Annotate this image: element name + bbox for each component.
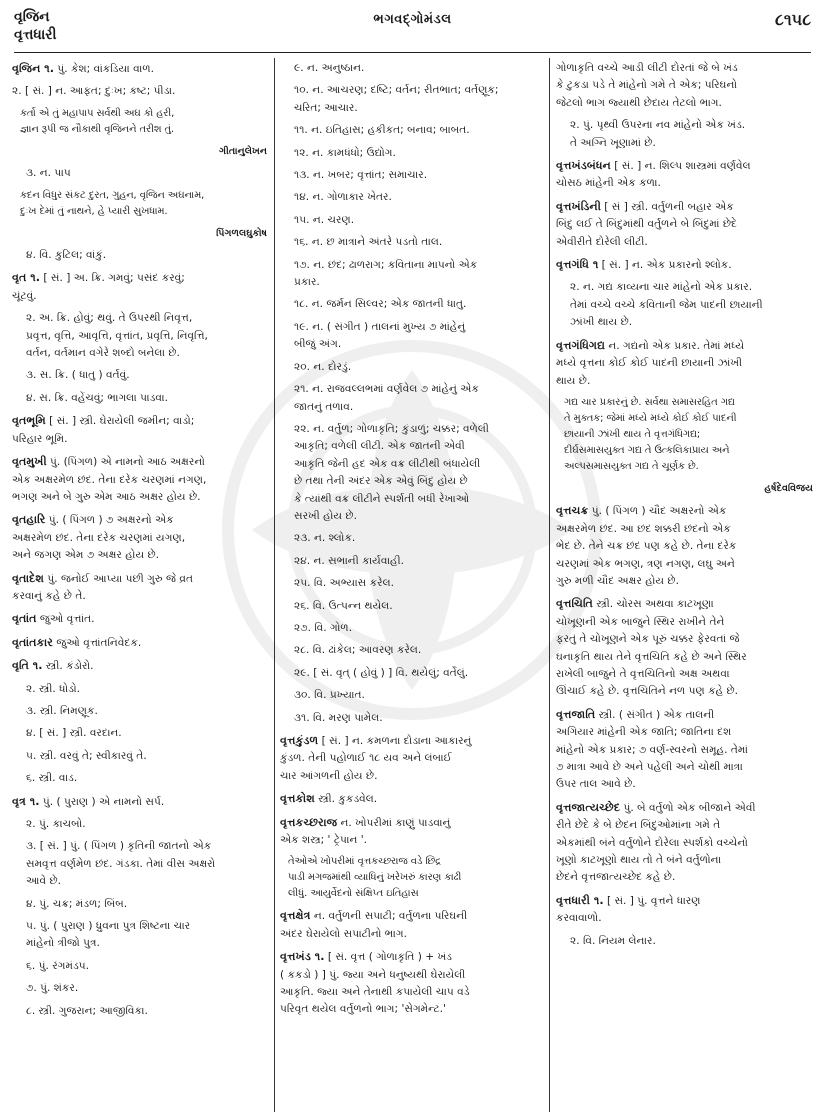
dictionary-entry: [12, 511, 269, 564]
entry-line: રાખેલી બાજુને તે વૃત્તચિતિનો અક્ષ અથવા: [556, 667, 730, 680]
entry-line: વૃજિન ૧. પું. કેશ; વાંકડિયા વાળ.: [12, 62, 154, 75]
entry-line: દુઃખ દેમાં તું નાથને, હે પ્યારી સુખધામ.: [20, 205, 168, 217]
entry-line: ચરિત; આચાર.: [294, 101, 358, 114]
dictionary-entry: [280, 359, 543, 376]
entry-line: ૨૪. ન. સભાની કાર્યવાહી.: [294, 554, 404, 567]
entry-line: ૨. [ સં. ] ન. આફત; દુઃખ; કષ્ટ; પીડા.: [12, 85, 176, 98]
dictionary-entry: [12, 634, 269, 652]
entry-line: ૧૮. ન. જર્મન સિલ્વર; એક જાતની ધાતુ.: [294, 298, 467, 311]
entry-line: ૨. અ. ક્રિ. હોવું; થવું. તે ઉપરથી નિવૃત્ત,: [26, 312, 193, 325]
entry-line: ચાર આંગળની હોય છે.: [280, 769, 378, 782]
dictionary-entry: [280, 948, 543, 1019]
entry-line: છેદને વૃત્તજાત્યચ્છેદ કહે છે.: [556, 871, 676, 884]
headword: વૃત્તખંડિની: [556, 199, 601, 213]
dictionary-entry: [12, 83, 269, 100]
dictionary-entry: [280, 319, 543, 354]
dictionary-entry: [12, 165, 269, 182]
entry-line: વૃત્તકચ્છરાજ ન. ખોપરીમાં કાણું પાડવાનું: [280, 815, 451, 829]
dictionary-entry: [280, 575, 543, 592]
dictionary-entry: [12, 838, 269, 890]
dictionary-entry: [280, 732, 543, 785]
dictionary-entry: [12, 793, 269, 811]
dictionary-entry: [280, 234, 543, 251]
entry-line: વૃતભૂમિ [ સં. ] સ્ત્રી. ઘેરાયેલી જમીન; વાડો;: [12, 414, 195, 428]
entry-line: ૪. સ. ક્રિ. વહેંચવું; ભાગલા પાડવા.: [26, 391, 168, 404]
entry-line: વૃત્તકોશ સ્ત્રી. કુકડવેલ.: [280, 792, 378, 806]
entry-line: સરખી હોય છે.: [294, 509, 357, 522]
entry-line: ૭. પું. શંકર.: [26, 982, 79, 995]
entry-line: અક્ષરમેળ છંદ. તેના દરેક ચરણમાં યગણ,: [12, 531, 186, 544]
entry-line: તે અગ્નિ ખૂણામાં છે.: [570, 136, 656, 149]
entry-line: વૃત્તચક્ર પું. ( પિંગળ ) ચૌદ અક્ષરનો એક: [556, 504, 727, 518]
page-number: ૮૧૫૮: [775, 10, 811, 29]
entry-line: વૃત ૧. [ સં. ] અ. ક્રિ. ગમવું; પસંદ કરવું;: [12, 271, 185, 285]
entry-line: અગિયાર માંહેની એક જાતિ; જાતિના દશ: [556, 726, 732, 739]
entry-line: અંદર ઘેરાયેલો સપાટીનો ભાગ.: [280, 927, 407, 940]
entry-line: વૃત્તકુંડળ [ સં. ] ન. કમળના દોડાના આકારનું: [280, 734, 472, 747]
dictionary-entry: [556, 198, 815, 251]
entry-line: ૨૧. ન. રાજવલ્લભમાં વર્ણવેલ ૭ માંહેનું એક: [294, 383, 479, 396]
entry-line: ૫. પું. ( પુરાણ ) ધ્રુવના પુત્ર શિષ્ટના ચાર: [26, 920, 191, 933]
headword: વૃત્તગંધિગદ્ય: [556, 338, 606, 352]
quotation: [12, 106, 269, 138]
headword: વૃત ૧.: [12, 271, 41, 285]
dictionary-entry: [280, 553, 543, 570]
entry-line: એકમાંથી બંને વર્તુળોને દોરેલા સ્પર્શકો વચ્ચેનો: [556, 836, 748, 849]
entry-line: આવે છે.: [26, 875, 61, 888]
headword: વૃત્તચિતિ: [556, 597, 593, 611]
entry-line: ૩૧. વિ. મરણ પામેલ.: [294, 711, 383, 724]
entry-line: ૪. વિ. કુટિલ; વાંકું.: [26, 249, 107, 262]
dictionary-entry: [556, 157, 815, 193]
dictionary-entry: [280, 82, 543, 117]
entry-line: વર્તન, વર્તમાન વગેરે શબ્દો બનેલા છે.: [26, 347, 180, 360]
dictionary-entry: [280, 530, 543, 547]
entry-line: ૩૦. વિ. પ્રખ્યાત.: [294, 689, 365, 702]
dictionary-entry: [280, 642, 543, 659]
dictionary-entry: [12, 770, 269, 787]
entry-line: ૧૨. ન. કામધંધો; ઉદ્યોગ.: [294, 146, 396, 159]
entry-line: આકૃતિ. જ્યા અને તેનાથી કપાયેલી ચાપ વડે: [280, 986, 470, 999]
entry-line: ઘનાકૃતિ થાય તેને વૃત્તચિતિ કહે છે અને સ્થિર: [556, 650, 747, 663]
dictionary-entry: [12, 412, 269, 448]
headword: વૃજિન ૧.: [12, 62, 55, 75]
quotation: [556, 395, 815, 475]
dictionary-entry: [12, 367, 269, 384]
entry-line: માંહેનો એક પ્રકાર; ૭ વર્ણ-સ્વરનો સમૂહ. તેમાં: [556, 743, 748, 756]
entry-line: આકૃતિ; વળેલી લીટી. એક જાતની એવી: [294, 440, 465, 453]
citation-source: [12, 143, 269, 160]
dictionary-entry: [12, 748, 269, 765]
dictionary-entry: [12, 816, 269, 833]
headword: વૃત્તકચ્છરાજ: [280, 815, 338, 829]
entry-line: બિંદુ લઈ તે બિંદુમાંથી વર્તુળને બે બિંદુમાં છેદે: [556, 218, 737, 231]
entry-line: કુંડળ. તેની પહોળાઈ ૧૮ યવ અને લંબાઈ: [280, 752, 452, 765]
citation-source: [12, 225, 269, 242]
entry-line: જેટલો ભાગ જ્યાથી છેદાય તેટલો ભાગ.: [556, 96, 722, 109]
entry-line: વૃત્તખંડિની [ સં ] સ્ત્રી. વર્તુળની બહાર એક: [556, 199, 734, 213]
dictionary-entry: [280, 145, 543, 162]
entry-line: વૃત્તગંધિ ૧ [ સં. ] ન. એક પ્રકારનો શ્લોક.: [556, 258, 732, 272]
dictionary-entry: [280, 122, 543, 139]
dictionary-entry: [12, 725, 269, 742]
entry-line: છે તથા તેની અંદર એક એવું બિંદુ હોય છે: [294, 475, 468, 488]
entry-line: અક્ષરમેળ છંદ. આ છંદ શક્કરી છંદનો એક: [556, 522, 731, 535]
entry-line: અને જગણ એમ ૭ અક્ષર હોય છે.: [12, 549, 160, 562]
entry-line: ૨૫. વિ. અભ્યાસ કરેલ.: [294, 577, 394, 590]
entry-line: ૨૮. વિ. ઢાંકેલ; આવરણ કરેલ.: [294, 644, 422, 657]
dictionary-entry: [556, 279, 815, 331]
entry-line: ચોસઠ માંહેની એક કળા.: [556, 177, 661, 190]
dictionary-entry: [12, 570, 269, 606]
entry-line: પ્રવૃત્ત, વૃત્તિ, આવૃત્તિ, વૃત્તાંત, પ્રવૃત્તિ, નિવૃત્તિ,: [26, 329, 208, 342]
headword: વૃત્તજાત્યચ્છેદ: [556, 800, 621, 814]
guide-word-first: વૃજિન: [14, 9, 50, 25]
entry-line: ૧૦. ન. આચરણ; દષ્ટિ; વર્તન; રીતભાત; વર્તણૂક;: [294, 84, 499, 97]
entry-line: વૃતાદેશ પું. જનોઈ આપ્યા પછી ગુરુ જે વ્રત: [12, 571, 193, 585]
entry-line: ૨. પું. કાચબો.: [26, 818, 86, 830]
entry-line: ઉપર તાલ આવે છે.: [556, 778, 636, 791]
entry-line: ઝાંખી થાય છે.: [570, 316, 633, 329]
entry-line: પિંગળલઘુકોષ: [216, 227, 267, 239]
entry-line: જાતનું તળાવ.: [294, 400, 354, 413]
header-rule: [14, 52, 811, 53]
dictionary-entry: [280, 665, 543, 682]
entry-line: વૃતાંત જુઓ વૃત્તાંત.: [12, 612, 95, 626]
guide-word-last: વૃત્તધારી: [14, 27, 57, 43]
entry-line: ૨. સ્ત્રી. ધોડો.: [26, 682, 80, 695]
dictionary-entry: [556, 256, 815, 274]
dictionary-entry: [556, 799, 815, 887]
entry-line: છાયાની ઝાંખી થાય તે વૃત્તગંધિગદ્ય;: [564, 428, 701, 440]
entry-line: રીતે છેદે કે બે છેદન બિંદુઓમાંના ગમે તે: [556, 819, 721, 832]
entry-line: ૨૩. ન. શ્લોક.: [294, 532, 356, 545]
entry-line: લીધું. આયુર્વેદનો સંક્ષિપ્ત ઇતિહાસ: [288, 888, 419, 900]
headword: વૃતહારિ: [12, 513, 46, 527]
entry-line: ભેદ છે. તેને ચક્ર છંદ પણ કહે છે. તેના દરેક: [556, 540, 737, 553]
entry-line: અલ્પસમાસયુક્ત ગદ્ય તે ચૂર્ણક છે.: [564, 460, 699, 472]
entry-line: તેમાં વચ્ચે વચ્ચે કવિતાની જેમ પાદની છાયાની: [570, 298, 763, 311]
entry-line: ૧૭. ન. છંદ; ઢાળરાગ; કવિતાના માપનો એક: [294, 258, 478, 271]
column-2: [280, 60, 543, 1112]
dictionary-entry: [556, 706, 815, 794]
dictionary-entry: [12, 310, 269, 362]
dictionary-entry: [280, 381, 543, 416]
entry-line: વૃત્તજાતિ સ્ત્રી. ( સંગીત ) એક તાલની: [556, 707, 715, 721]
dictionary-entry: [12, 247, 269, 264]
headword: વૃત્તક્ષેત્ર: [280, 909, 311, 923]
dictionary-entry: [280, 687, 543, 704]
entry-line: કરવાનું કહે છે તે.: [12, 589, 86, 602]
entry-line: ૬. સ્ત્રી. વાડ.: [26, 772, 78, 785]
dictionary-entry: [280, 421, 543, 525]
dictionary-entry: [12, 1003, 269, 1020]
entry-line: ગુરુ મળી ચૌદ અક્ષર હોય છે.: [556, 574, 679, 587]
entry-line: કર્તા એ તું મહાપાપ સર્વથી અઘ કો હરી,: [20, 107, 175, 119]
entry-line: ૨૦. ન. દોરડું.: [294, 360, 352, 373]
quotation: [12, 188, 269, 220]
headword: વૃત્તધારી ૧.: [556, 893, 604, 907]
entry-line: વૃતિ ૧. સ્ત્રી. કંડોરો.: [12, 659, 94, 673]
dictionary-entry: [280, 598, 543, 615]
entry-line: વૃતમુખી પું. (પિંગળ) એ નામનો આઠ અક્ષરનો: [12, 455, 205, 469]
headword: વૃત્તચક્ર: [556, 504, 589, 518]
entry-line: પરિવૃત થયેલ વર્તુળનો ભાગ; 'સેગમેન્ટ.': [280, 1003, 446, 1016]
entry-line: ૧૫. ન. ચરણ.: [294, 213, 355, 226]
dictionary-entry: [280, 790, 543, 808]
dictionary-entry: [280, 257, 543, 292]
entry-line: ૯. ન. અનુષ્ઠાન.: [294, 62, 365, 74]
entry-line: ગોળાકૃતિ વચ્ચે આડી લીટી દોરતાં જે બે ખંડ: [556, 62, 738, 74]
entry-line: ૨. ન. ગદ્ય કાવ્યના ચાર માંહેનો એક પ્રકાર.: [570, 281, 753, 294]
dictionary-entry: [12, 980, 269, 997]
dictionary-entry: [12, 681, 269, 698]
entry-line: માંહેનો ત્રીજો પુત્ર.: [26, 937, 100, 950]
headword: વૃતાંત: [12, 612, 37, 626]
entry-line: ૧૬. ન. છ માત્રાને અંતરે પડતો તાલ.: [294, 236, 443, 249]
entry-line: ખૂણો કાટખૂણો થાય તો તે બંને વર્તુળોના: [556, 854, 722, 867]
entry-line: તે મુક્તક; જેમાં મધ્યે મધ્યે કોઈ કોઈ પાદની: [564, 412, 737, 424]
dictionary-entry: [12, 703, 269, 720]
headword: વૃતાદેશ: [12, 571, 45, 585]
entry-line: ચરણમાં એક ભગણ, ત્રણ નગણ, લઘુ અને: [556, 557, 735, 570]
entry-line: કે ત્યાંથી વક્ર લીટીને સ્પર્શતી બધી રેખાઓ: [294, 492, 470, 505]
quotation: [280, 854, 543, 902]
headword: વૃતમુખી: [12, 455, 47, 469]
dictionary-entry: [12, 453, 269, 506]
entry-line: ૧૯. ન. ( સંગીત ) તાલનાં મુખ્ય ૭ માંહેનું: [294, 320, 466, 333]
entry-line: એક અક્ષરમેળ છંદ. તેના દરેક ચરણમાં નગણ,: [12, 473, 207, 486]
dictionary-entry: [280, 710, 543, 727]
entry-line: ૨૨. ન. વર્તુળ; ગોળાકૃતિ; કુંડાળું; ચક્કર; વળેલી: [294, 422, 489, 435]
entry-line: કે ટુકડા પડે તે માંહેનો ગમે તે એક; પરિઘનો: [556, 79, 738, 92]
dictionary-entry: [12, 657, 269, 675]
column-divider: [274, 58, 275, 1112]
entry-line: તેઓએ ખોપરીમાં વૃત્તકચ્છરાજ વડે છિદ્ર: [288, 856, 441, 868]
entry-line: ( કકડો ) ] પું. જ્યા અને ધનુષ્યથી ઘેરાયેલી: [280, 968, 466, 981]
dictionary-entry: [12, 958, 269, 975]
entry-line: ૬. પું. રંગમંડપ.: [26, 959, 90, 972]
entry-line: ૭ માત્રા આવે છે અને પહેલી અને ચોથી માત્રા: [556, 761, 743, 773]
entry-line: ૮. સ્ત્રી. ગુજરાન; આજીવિકા.: [26, 1004, 148, 1017]
entry-line: થાય છે.: [556, 374, 591, 387]
entry-line: ૩. [ સં. ] પું. ( પિંગળ ) કૃતિની જાતનો એક: [26, 840, 212, 853]
headword: વૃતાંતકાર: [12, 635, 53, 649]
dictionary-entry: [556, 502, 815, 590]
entry-line: આકૃતિ જેની હદ એક વક્ર લીટીથી બંધાયેલી: [294, 457, 481, 470]
dictionary-entry: [12, 390, 269, 407]
dictionary-entry: [12, 60, 269, 78]
dictionary-entry: [280, 212, 543, 229]
entry-line: એવીરીતે દોરેલી લીટી.: [556, 235, 648, 248]
entry-line: ૫. સ્ત્રી. વરવું તે; સ્વીકારવું તે.: [26, 749, 147, 762]
entry-line: મધ્યે વૃત્તના કોઈ કોઈ પાદની છાયાની ઝાંખી: [556, 357, 743, 370]
entry-line: ૪. પું. ચક્ર; મંડળ; બિંબ.: [26, 897, 128, 910]
dictionary-entry: [280, 167, 543, 184]
dictionary-entry: [12, 269, 269, 305]
headword: વૃતિ ૧.: [12, 659, 43, 673]
dictionary-entry: [280, 620, 543, 637]
dictionary-entry: [556, 60, 815, 112]
entry-line: ભગણ અને બે ગુરુ એમ આઠ અક્ષર હોય છે.: [12, 490, 201, 503]
entry-line: વૃત્તજાત્યચ્છેદ પું. બે વર્તુળો એક બીજાને એવી: [556, 800, 756, 814]
entry-line: વૃત્તચિતિ સ્ત્રી. ચોરસ અથવા કાટખૂણા: [556, 597, 714, 611]
entry-line: ૨. વિ. નિયમ લેનાર.: [570, 934, 656, 947]
entry-line: પરિહાર ભૂમિ.: [12, 432, 68, 445]
entry-line: પાડી મગજમાંથી વ્યાધિનું ખરેખરું કારણ કાઢી: [288, 872, 462, 884]
entry-line: ૩. ન. પાપ: [26, 167, 71, 180]
entry-line: ઊંચાઈ કહે છે. વૃત્તચિતિને નળ પણ કહે છે.: [556, 685, 739, 698]
page-header: [14, 8, 811, 48]
dictionary-entry: [280, 189, 543, 206]
column-1: [12, 60, 269, 1112]
entry-line: ૧૩. ન. ખબર; વૃત્તાંત; સમાચાર.: [294, 169, 428, 182]
entry-line: વૃત્ર ૧. પું. ( પુરાણ ) એ નામનો સર્પ.: [12, 794, 165, 808]
book-title: ભગવદ્ગોમંડલ: [373, 12, 452, 27]
entry-line: ૩. સ્ત્રી. નિમણૂક.: [26, 704, 98, 717]
entry-line: વૃત્તક્ષેત્ર ન. વર્તુળની સપાટી; વર્તુળના પરિઘની: [280, 909, 468, 923]
entry-line: ચૂંટવું.: [12, 289, 37, 302]
headword: વૃત્તખંડ ૧.: [280, 950, 325, 964]
dictionary-entry: [556, 117, 815, 152]
column-3: [556, 60, 815, 1112]
entry-line: કદન વિધુર સંકટ દુરત, ગુહન, વૃજિન અઘનામ,: [20, 189, 205, 201]
entry-line: ૧૪. ન. ગોળાકાર ખેતર.: [294, 191, 392, 204]
dictionary-entry: [556, 892, 815, 928]
entry-line: વૃત્તધારી ૧. [ સં. ] પું. વૃત્તને ધારણ: [556, 893, 701, 907]
entry-line: ૩. સ. ક્રિ. ( ધાતુ ) વર્તવું.: [26, 369, 130, 382]
dictionary-entry: [280, 296, 543, 313]
headword: વૃત્તકોશ: [280, 792, 315, 806]
citation-source: [556, 480, 815, 497]
entry-line: વૃત્તખંડ ૧. [ સં. વૃત્ત ( ગોળાકૃતિ ) + ખંડ: [280, 950, 453, 964]
entry-line: ચોખૂણની એક બાજુને સ્થિર રાખીને તેને: [556, 615, 725, 628]
dictionary-entry: [556, 595, 815, 700]
entry-line: વૃત્તગંધિગદ્ય ન. ગદ્યનો એક પ્રકાર. તેમાં મધ્યે: [556, 338, 745, 352]
entry-line: પ્રકાર.: [294, 276, 320, 289]
entry-line: ગીતાનુલેખન: [219, 145, 267, 157]
column-divider: [549, 58, 550, 1112]
entry-line: એક શસ્ત્ર; ' ટ્રેપાન '.: [280, 834, 368, 847]
headword: વૃત્ર ૧.: [12, 794, 40, 808]
headword: વૃત્તગંધિ ૧: [556, 258, 599, 272]
entry-line: વૃત્તખંડબંધન [ સં. ] ન. શિલ્પ શાસ્ત્રમાં વર્ણવેલ: [556, 159, 751, 173]
entry-line: ૨૭. વિ. ગોળ.: [294, 621, 353, 634]
dictionary-entry: [280, 814, 543, 850]
dictionary-entry: [280, 60, 543, 77]
headword: વૃતભૂમિ: [12, 414, 46, 428]
entry-line: વૃતાંતકાર જુઓ વૃત્તાંતનિવેદક.: [12, 635, 142, 649]
dictionary-entry: [12, 610, 269, 628]
dictionary-entry: [556, 337, 815, 390]
headword: વૃત્તકુંડળ: [280, 734, 319, 747]
entry-line: ૧૧. ન. ઇતિહાસ; હકીકત; બનાવ; બાબત.: [294, 124, 470, 137]
entry-line: ૨૬. વિ. ઉત્પન્ન થયેલ.: [294, 599, 393, 612]
entry-line: સમવૃત્ત વર્ણમેળ છંદ. ગંડકા. તેમાં વીસ અક્ષરો: [26, 857, 216, 870]
entry-line: ૪. [ સં. ] સ્ત્રી. વરદાન.: [26, 727, 122, 740]
entry-line: દીર્ઘસમાસયુક્ત ગદ્ય તે ઉત્કલિકાપ્રાય અને: [564, 444, 730, 456]
entry-line: જ્ઞાન રૂપી જ નૌકાથી વૃજિનને તરીશ તું.: [20, 123, 175, 135]
entry-line: બીજું અંગ.: [294, 338, 342, 351]
entry-line: ૨૯. [ સં. વૃત્ ( હોવું ) ] વિ. થયેલું; વર્તેલું.: [294, 666, 469, 679]
dictionary-entry: [12, 896, 269, 913]
entry-line: કરવાવાળો.: [556, 912, 602, 925]
dictionary-entry: [556, 933, 815, 950]
entry-line: ૨. પું. પૃથ્વી ઉપરના નવ માંહેનો એક ખંડ.: [570, 119, 746, 132]
entry-line: ગદ્ય ચાર પ્રકારનું છે. સર્વથા સમાસરહિત ગદ્ય: [564, 396, 735, 408]
entry-line: વૃતહારિ પું. ( પિંગળ ) ૭ અક્ષરનો એક: [12, 513, 174, 527]
dictionary-entry: [12, 918, 269, 953]
headword: વૃત્તજાતિ: [556, 707, 596, 721]
entry-line: હર્ષદેવવિજય: [764, 482, 813, 494]
entry-line: ફરતું તે ચોખૂણને એક પૂરું ચક્કર ફેરવતાં જે: [556, 633, 740, 646]
headword: વૃત્તખંડબંધન: [556, 159, 611, 173]
dictionary-entry: [280, 907, 543, 943]
